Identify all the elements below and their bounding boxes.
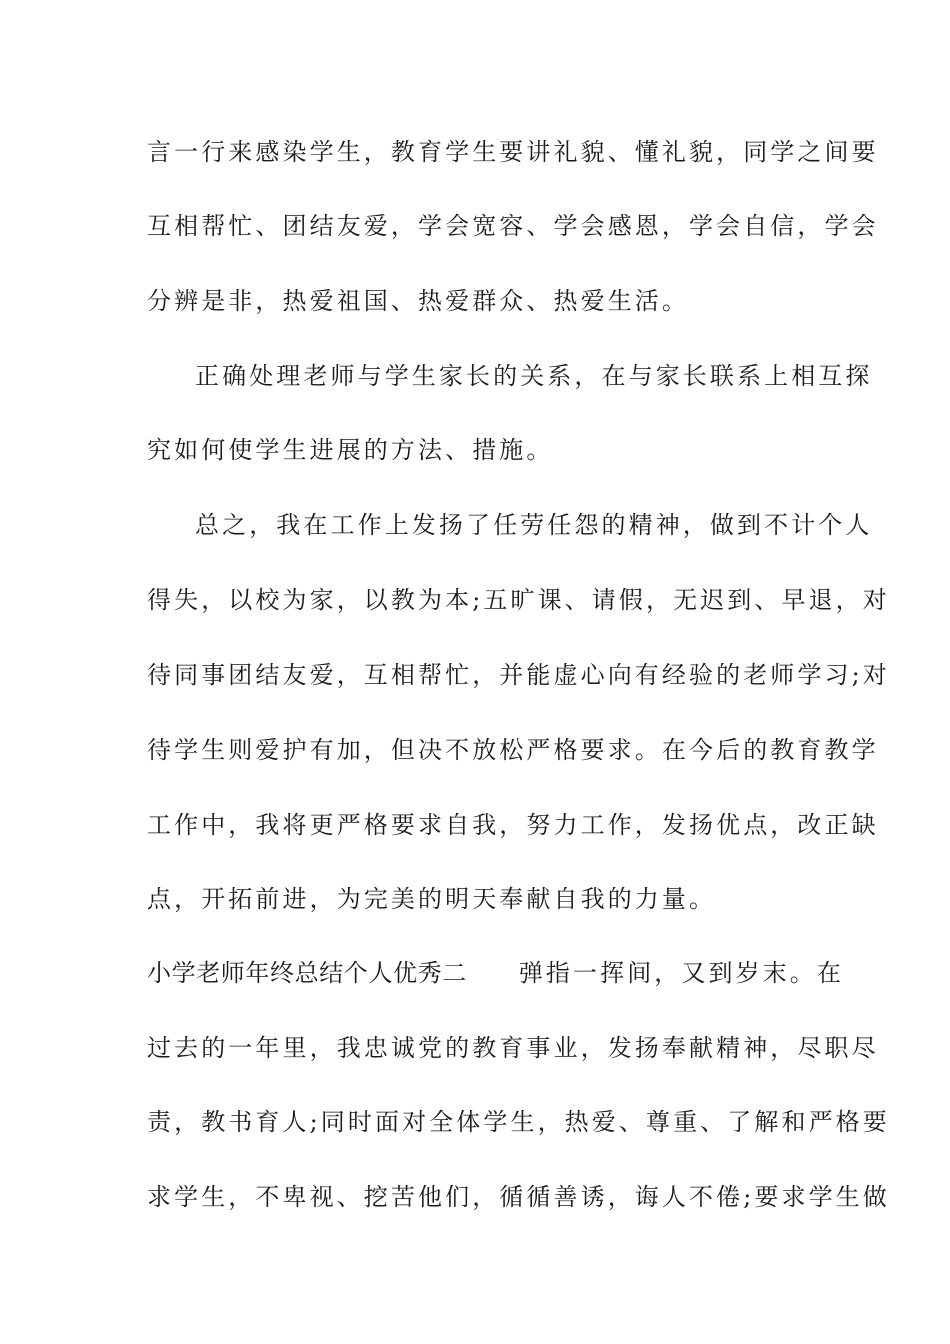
text-line: 待同事团结友爱，互相帮忙，并能虚心向有经验的老师学习;对 (147, 661, 890, 689)
text-line: 责，教书育人;同时面对全体学生，热爱、尊重、了解和严格要 (147, 1108, 890, 1136)
text-line: 究如何使学生进展的方法、措施。 (147, 436, 554, 464)
text-line: 求学生，不卑视、挖苦他们，循循善诱，诲人不倦;要求学生做 (147, 1183, 890, 1211)
section-heading: 小学老师年终总结个人优秀二 (147, 959, 467, 987)
paragraph-first-line: 正确处理老师与学生家长的关系，在与家长联系上相互探 (195, 362, 873, 390)
text-line: 互相帮忙、团结友爱，学会宽容、学会感恩，学会自信，学会 (147, 212, 879, 240)
text-line: 工作中，我将更严格要求自我，努力工作，发扬优点，改正缺 (147, 811, 879, 839)
text-line: 言一行来感染学生，教育学生要讲礼貌、懂礼貌，同学之间要 (147, 138, 879, 166)
heading-continuation: 弹指一挥间，又到岁末。在 (518, 959, 845, 987)
text-line: 过去的一年里，我忠诚党的教育事业，发扬奉献精神，尽职尽 (147, 1034, 879, 1062)
text-line: 待学生则爱护有加，但决不放松严格要求。在今后的教育教学 (147, 736, 879, 764)
text-line: 点，开拓前进，为完美的明天奉献自我的力量。 (147, 885, 717, 913)
text-line: 分辨是非，热爱祖国、热爱群众、热爱生活。 (147, 287, 689, 315)
section-heading-line (147, 958, 845, 988)
text-line: 得失，以校为家，以教为本;五旷课、请假，无迟到、早退，对 (147, 586, 890, 614)
paragraph-first-line: 总之，我在工作上发扬了任劳任怨的精神，做到不计个人 (195, 511, 873, 539)
